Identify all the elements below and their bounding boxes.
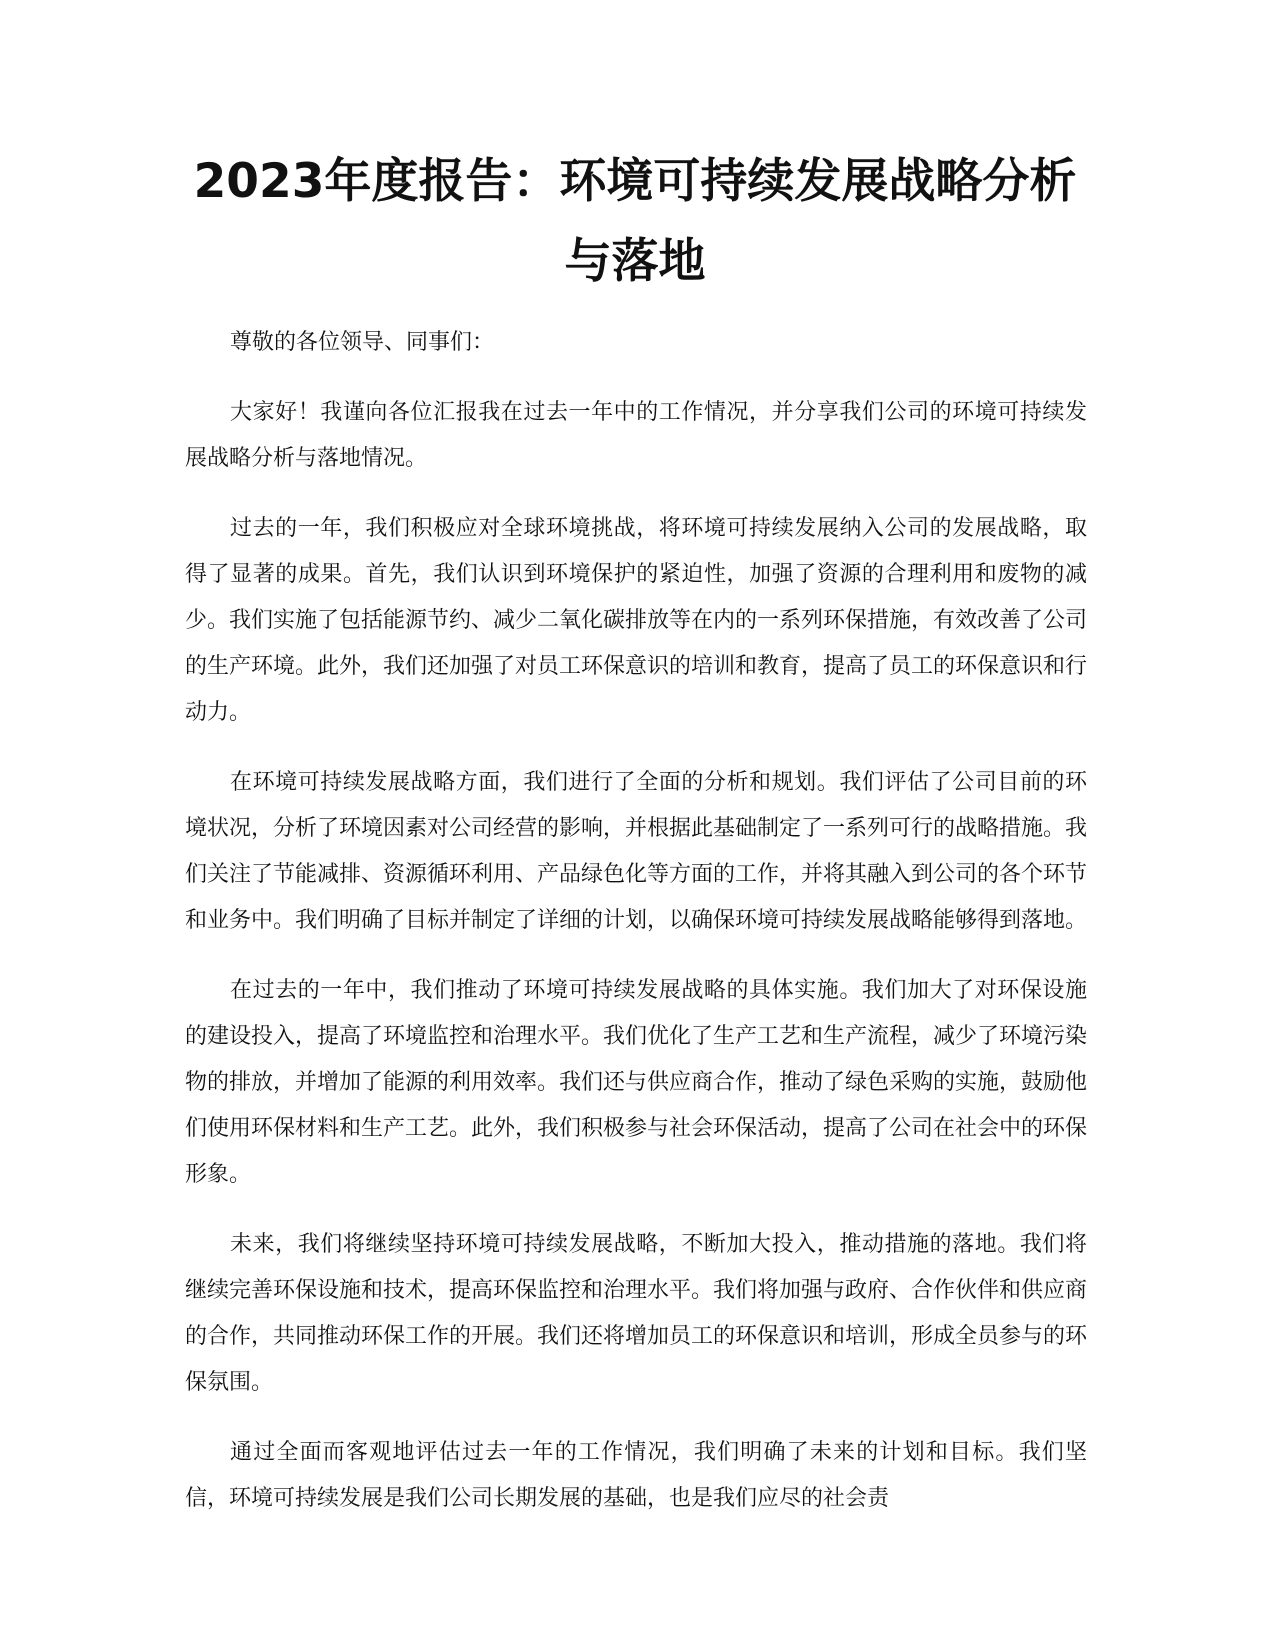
salutation: 尊敬的各位领导、同事们： [230,330,495,355]
paragraph-past-year-results: 过去的一年，我们积极应对全球环境挑战，将环境可持续发展纳入公司的发展战略，取得了显著的成果。首先，我们认识到环境保护的紧迫性，加强了资源的合理利用和废物的减少。我们实施了包括能源节约、减少二氧化碳排放等在内的一系列环保措施，有效改善了公司的生产环境。此外，我们还加强了对员工环保意识的培训和教育，提高了员工的环保意识和行动力。 [185,516,1088,725]
document-body [185,320,1087,1546]
document-title: 2023年度报告：环境可持续发展战略分析与落地 [193,154,1077,289]
paragraph-greeting: 大家好！我谨向各位汇报我在过去一年中的工作情况，并分享我们公司的环境可持续发展战略分析与落地情况。 [185,400,1087,471]
paragraph-conclusion: 通过全面而客观地评估过去一年的工作情况，我们明确了未来的计划和目标。我们坚信，环境可持续发展是我们公司长期发展的基础，也是我们应尽的社会责 [185,1440,1087,1511]
paragraph-future-plans: 未来，我们将继续坚持环境可持续发展战略，不断加大投入，推动措施的落地。我们将继续完善环保设施和技术，提高环保监控和治理水平。我们将加强与政府、合作伙伴和供应商的合作，共同推动环保工作的开展。我们还将增加员工的环保意识和培训，形成全员参与的环保氛围。 [185,1232,1088,1395]
paragraph-strategy-analysis: 在环境可持续发展战略方面，我们进行了全面的分析和规划。我们评估了公司目前的环境状况，分析了环境因素对公司经营的影响，并根据此基础制定了一系列可行的战略措施。我们关注了节能减排、资源循环利用、产品绿色化等方面的工作，并将其融入到公司的各个环节和业务中。我们明确了目标并制定了详细的计划，以确保环境可持续发展战略能够得到落地。 [185,770,1088,933]
paragraph-implementation: 在过去的一年中，我们推动了环境可持续发展战略的具体实施。我们加大了对环保设施的建设投入，提高了环境监控和治理水平。我们优化了生产工艺和生产流程，减少了环境污染物的排放，并增加了能源的利用效率。我们还与供应商合作，推动了绿色采购的实施，鼓励他们使用环保材料和生产工艺。此外，我们积极参与社会环保活动，提高了公司在社会中的环保形象。 [185,978,1088,1187]
